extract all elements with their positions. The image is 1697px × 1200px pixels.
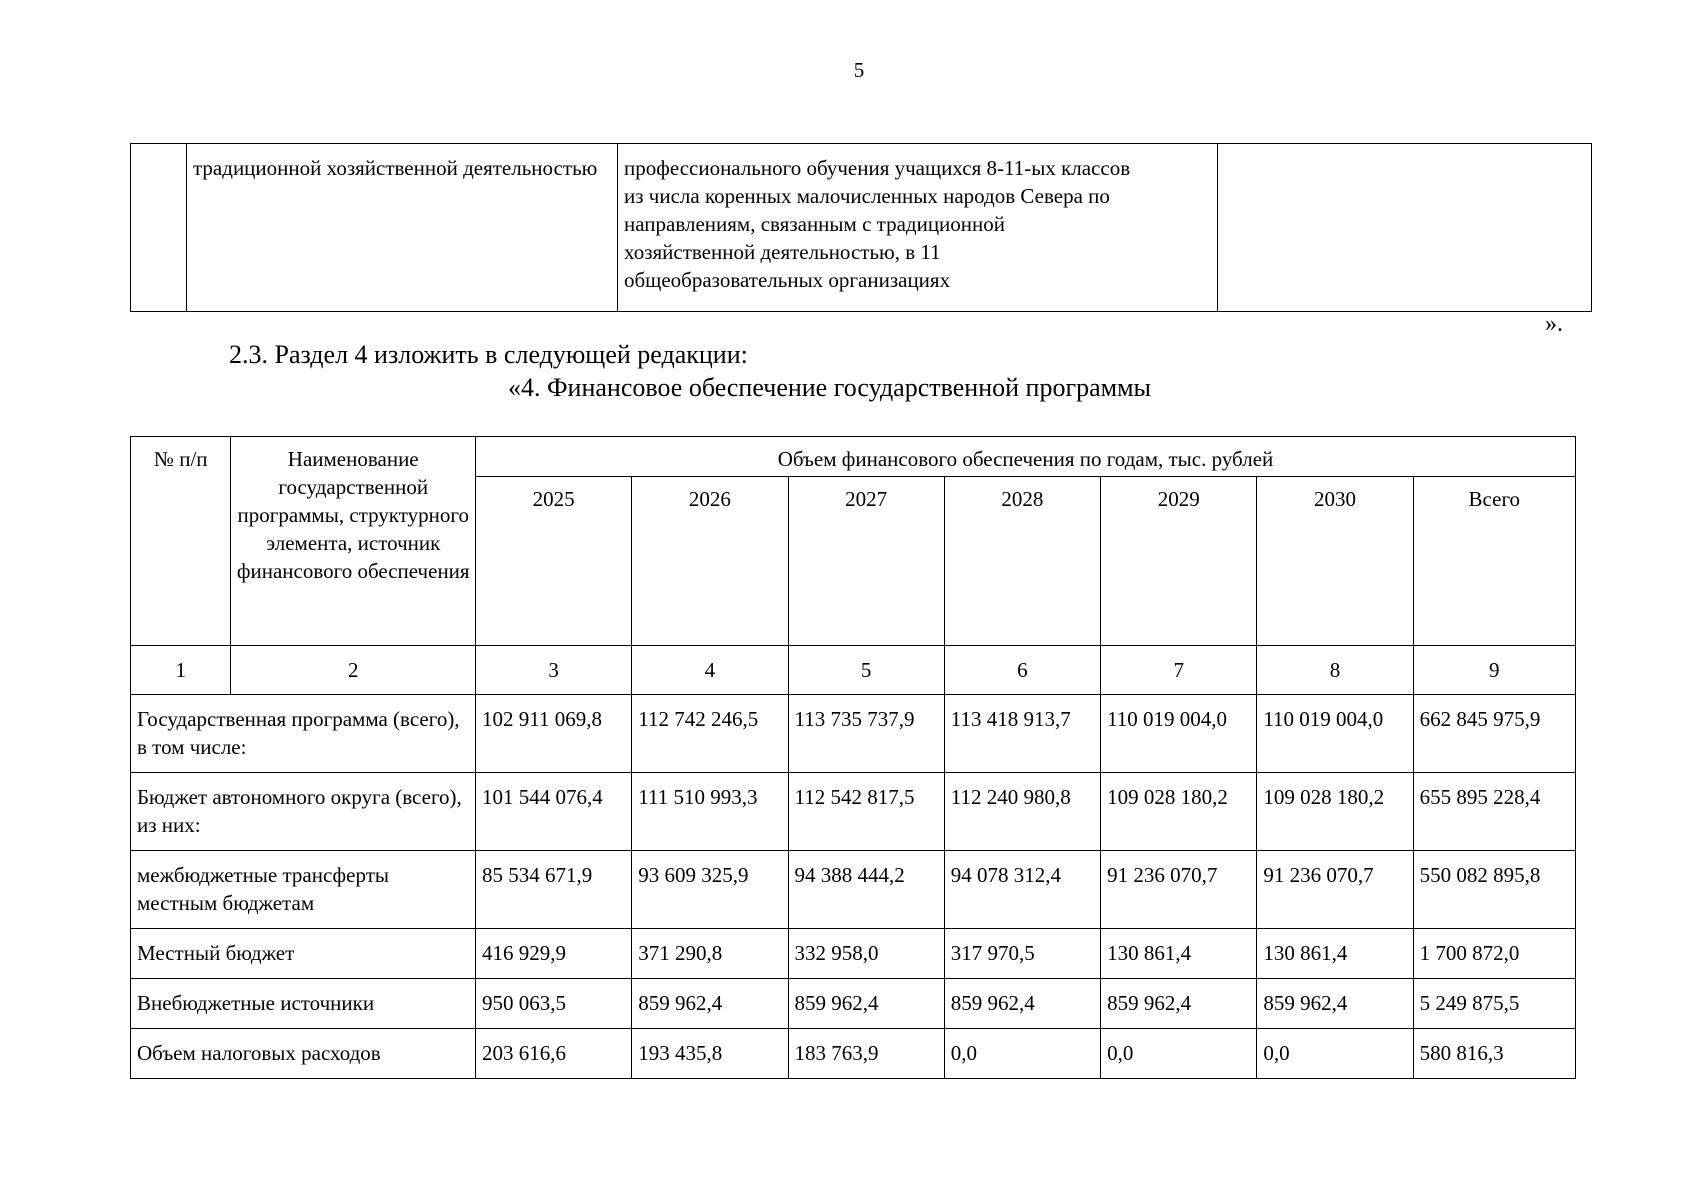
row-value: 0,0 (1257, 1029, 1413, 1079)
header-year: 2028 (944, 477, 1100, 646)
row-value: 102 911 069,8 (476, 695, 632, 773)
column-numbers-row (131, 646, 1576, 695)
header-year: 2027 (788, 477, 944, 646)
cell-line: из числа коренных малочисленных народов Севера по (624, 184, 1110, 208)
table-row (131, 979, 1576, 1029)
continuation-table (130, 143, 1592, 312)
finance-table (130, 436, 1576, 1079)
header-year: 2030 (1257, 477, 1413, 646)
header-year: 2026 (632, 477, 788, 646)
table-cell (131, 144, 187, 312)
column-number: 1 (131, 646, 231, 695)
column-number: 8 (1257, 646, 1413, 695)
row-value: 655 895 228,4 (1413, 773, 1575, 851)
row-value: 94 078 312,4 (944, 851, 1100, 929)
row-value: 193 435,8 (632, 1029, 788, 1079)
row-value: 0,0 (1101, 1029, 1257, 1079)
row-value: 94 388 444,2 (788, 851, 944, 929)
row-label: межбюджетные трансферты местным бюджетам (131, 851, 476, 929)
row-value: 859 962,4 (632, 979, 788, 1029)
row-value: 109 028 180,2 (1101, 773, 1257, 851)
header-name: Наименование государственной программы, структурного элемента, источник финансового обеспечения (231, 437, 476, 646)
row-value: 112 542 817,5 (788, 773, 944, 851)
row-value: 950 063,5 (476, 979, 632, 1029)
cell-line: хозяйственной деятельностью, в 11 (624, 240, 941, 264)
row-value: 317 970,5 (944, 929, 1100, 979)
column-number: 7 (1101, 646, 1257, 695)
row-value: 110 019 004,0 (1257, 695, 1413, 773)
row-value: 113 735 737,9 (788, 695, 944, 773)
row-value: 109 028 180,2 (1257, 773, 1413, 851)
column-number: 3 (476, 646, 632, 695)
header-group: Объем финансового обеспечения по годам, тыс. рублей (476, 437, 1576, 477)
header-year: 2029 (1101, 477, 1257, 646)
row-label: Бюджет автономного округа (всего), из них: (131, 773, 476, 851)
row-value: 130 861,4 (1257, 929, 1413, 979)
row-value: 662 845 975,9 (1413, 695, 1575, 773)
row-label: Объем налоговых расходов (131, 1029, 476, 1079)
row-value: 550 082 895,8 (1413, 851, 1575, 929)
row-value: 859 962,4 (944, 979, 1100, 1029)
row-label: Государственная программа (всего), в том числе: (131, 695, 476, 773)
row-value: 101 544 076,4 (476, 773, 632, 851)
table-row (131, 773, 1576, 851)
row-value: 859 962,4 (1101, 979, 1257, 1029)
closing-quote: ». (1545, 311, 1563, 337)
instruction-text: 2.3. Раздел 4 изложить в следующей редакции: (229, 340, 748, 369)
row-label: Местный бюджет (131, 929, 476, 979)
row-value: 112 240 980,8 (944, 773, 1100, 851)
column-number: 4 (632, 646, 788, 695)
header-num: № п/п (131, 437, 231, 646)
table-row (131, 929, 1576, 979)
row-value: 371 290,8 (632, 929, 788, 979)
row-value: 113 418 913,7 (944, 695, 1100, 773)
row-value: 416 929,9 (476, 929, 632, 979)
section-heading: «4. Финансовое обеспечение государственной программы (508, 373, 1152, 402)
table-row (131, 695, 1576, 773)
row-value: 0,0 (944, 1029, 1100, 1079)
row-value: 130 861,4 (1101, 929, 1257, 979)
row-label: Внебюджетные источники (131, 979, 476, 1029)
row-value: 1 700 872,0 (1413, 929, 1575, 979)
row-value: 85 534 671,9 (476, 851, 632, 929)
table-cell: традиционной хозяйственной деятельностью (187, 144, 618, 312)
column-number: 6 (944, 646, 1100, 695)
row-value: 91 236 070,7 (1257, 851, 1413, 929)
row-value: 859 962,4 (788, 979, 944, 1029)
row-value: 183 763,9 (788, 1029, 944, 1079)
row-value: 112 742 246,5 (632, 695, 788, 773)
column-number: 9 (1413, 646, 1575, 695)
table-cell (1218, 144, 1592, 312)
header-year: 2025 (476, 477, 632, 646)
table-cell (618, 144, 1218, 312)
row-value: 580 816,3 (1413, 1029, 1575, 1079)
row-value: 110 019 004,0 (1101, 695, 1257, 773)
row-value: 111 510 993,3 (632, 773, 788, 851)
row-value: 859 962,4 (1257, 979, 1413, 1029)
column-number: 2 (231, 646, 476, 695)
page-number: 5 (853, 58, 865, 82)
row-value: 203 616,6 (476, 1029, 632, 1079)
row-value: 5 249 875,5 (1413, 979, 1575, 1029)
cell-line: профессионального обучения учащихся 8-11-ых классов (624, 156, 1131, 180)
row-value: 332 958,0 (788, 929, 944, 979)
header-total: Всего (1413, 477, 1575, 646)
column-number: 5 (788, 646, 944, 695)
row-value: 91 236 070,7 (1101, 851, 1257, 929)
row-value: 93 609 325,9 (632, 851, 788, 929)
table-row (131, 144, 1592, 312)
table-row (131, 851, 1576, 929)
table-row (131, 1029, 1576, 1079)
cell-line: направлениям, связанным с традиционной (624, 212, 1006, 236)
cell-line: общеобразовательных организациях (624, 268, 951, 292)
header-row (131, 437, 1576, 477)
